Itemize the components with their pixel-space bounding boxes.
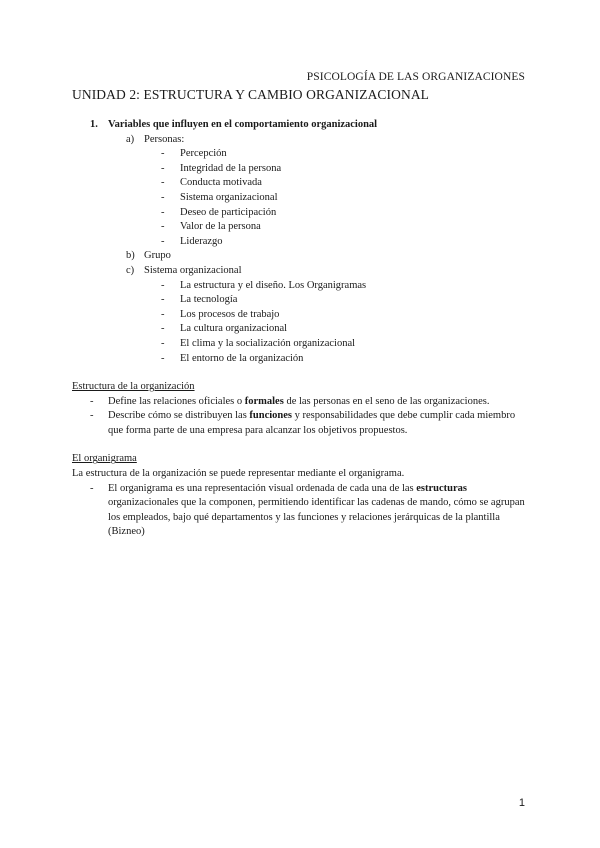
list-item-text: Conducta motivada [180,177,262,189]
list-item-text: Integridad de la persona [180,162,282,174]
list-item: - Percepción [161,148,227,160]
list-item: - La tecnología [161,294,238,306]
bullet-text: El organigrama es una representación visual ordenada de cada una de las [108,482,417,494]
list-item-text: La estructura y el diseño. Los Organigramas [180,279,367,291]
list-item-text: El entorno de la organización [180,352,304,364]
list-group-label: Personas: [144,133,185,145]
section-title-organigrama: El organigrama [72,453,137,465]
section-1-heading [72,118,527,133]
list-group-sistema [72,264,527,279]
bullet-text: Define las relaciones oficiales o [108,395,245,407]
list-item: - La estructura y el diseño. Los Organigramas [161,279,367,291]
list-item: - Los procesos de trabajo [161,308,280,320]
unit-title: UNIDAD 2: ESTRUCTURA Y CAMBIO ORGANIZACIONAL [72,87,430,102]
bullet-bold-text: estructuras [416,482,468,494]
bullet-item: - El organigrama es una representación visual ordenada de cada una de las estructuras organizacionales que la componen, permitiendo identificar las cadenas de mando, cómo se agrupan los empleados, bajo qué departamentos y las funciones y relaciones jerárquicas de la plantilla (Bizneo) [90,482,525,538]
list-item-text: El clima y la socialización organizacional [180,337,356,349]
list-item-text: La tecnología [180,294,238,306]
bullet-bold-text: funciones [249,410,293,422]
intro-paragraph: La estructura de la organización se puede representar mediante el organigrama. [72,468,405,480]
bullet-text: organizacionales que la componen, permitiendo identificar las cadenas de mando, cómo se agrupan los empleados, bajo qué departamentos y las funciones y relaciones jerárquicas de la plantilla (Bizneo) [108,497,525,538]
list-item-text: Liderazgo [180,235,223,247]
list-item: - Integridad de la persona [161,162,282,174]
list-letter: b) [126,250,135,262]
list-item-text: Percepción [180,148,227,160]
bullet-text: de las personas en el seno de las organizaciones. [283,395,490,407]
list-letter: c) [126,264,135,276]
bullet-item: - Describe cómo se distribuyen las funciones y responsabilidades que debe cumplir cada miembro que forma parte de una empresa para alcanzar los objetivos propuestos. [90,410,516,436]
list-item: - Conducta motivada [161,177,262,189]
bullet-text: Describe cómo se distribuyen las [108,410,250,422]
list-item: - El clima y la socialización organizacional [161,337,356,349]
list-group-personas [72,133,527,148]
page-number: 1 [518,797,525,809]
section-title-estructura: Estructura de la organización [72,381,195,393]
list-group-label: Sistema organizacional [144,264,242,276]
list-group-label: Grupo [144,250,171,262]
list-item: - Sistema organizacional [161,191,278,203]
course-header: PSICOLOGÍA DE LAS ORGANIZACIONES [306,71,525,83]
bullet-bold-text: formales [244,395,284,407]
section-heading: Variables que influyen en el comportamiento organizacional [108,119,378,130]
list-group-grupo [72,249,527,264]
list-item: - Deseo de participación [161,206,277,218]
bullet-item: - Define las relaciones oficiales o formales de las personas en el seno de las organizaciones. [90,395,490,407]
list-item: - Valor de la persona [161,221,261,233]
list-item-text: Deseo de participación [180,206,277,218]
list-item-text: La cultura organizacional [180,323,288,335]
list-item: - El entorno de la organización [161,352,304,364]
list-item-text: Los procesos de trabajo [180,308,280,320]
bullet-text: y responsabilidades que debe cumplir cada miembro que forma parte de una empresa para alcanzar los objetivos propuestos. [108,410,516,436]
list-item-text: Valor de la persona [180,221,261,233]
list-item: - La cultura organizacional [161,323,288,335]
list-item-text: Sistema organizacional [180,191,278,203]
list-item: - Liderazgo [161,235,223,247]
section-number: 1. [90,119,98,130]
document-body [72,118,527,540]
list-letter: a) [126,133,135,145]
